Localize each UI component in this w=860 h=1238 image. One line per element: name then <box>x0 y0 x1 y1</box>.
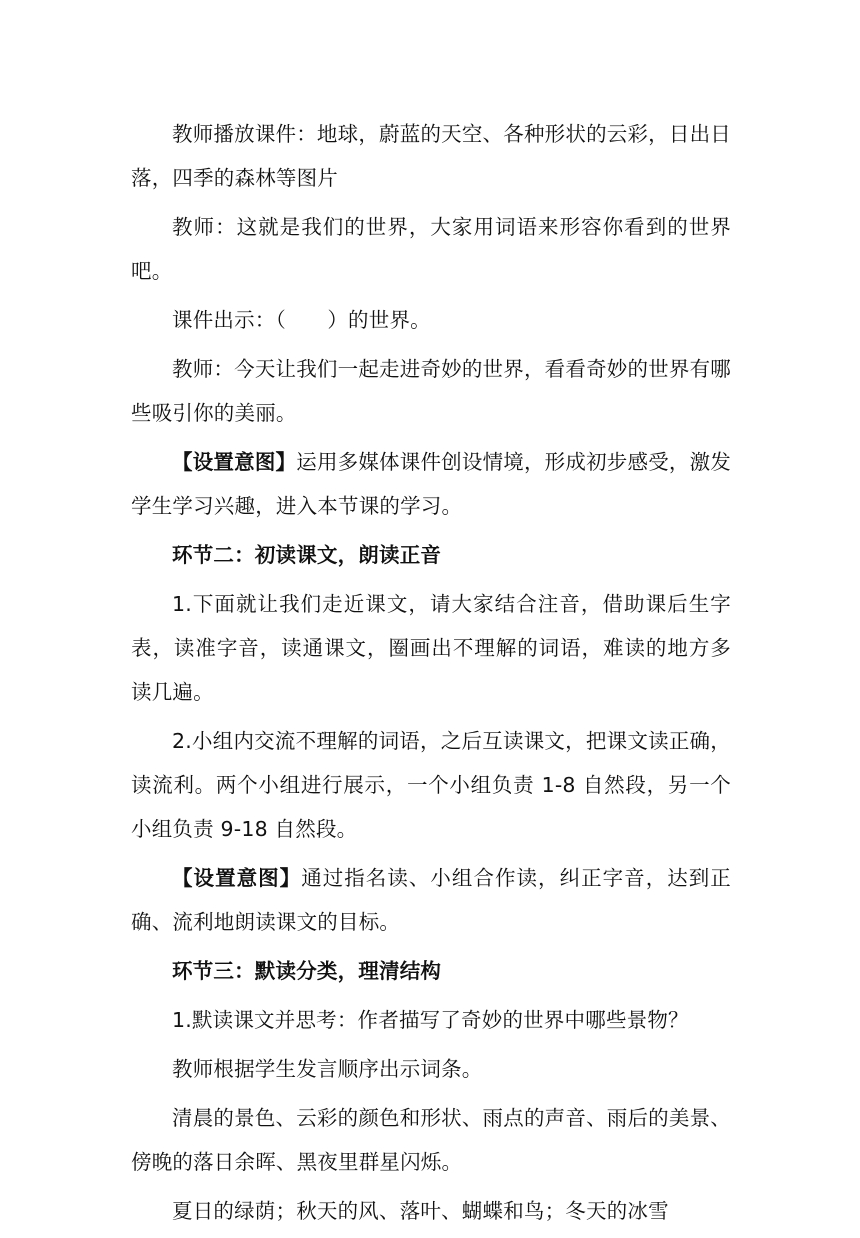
paragraph-step-three-item-1: 1.默读课文并思考：作者描写了奇妙的世界中哪些景物？ <box>172 1008 689 1032</box>
design-intent-label: 【设置意图】 <box>172 450 297 474</box>
section-heading-step-three: 环节三：默读分类，理清结构 <box>172 959 442 983</box>
paragraph-teacher-word-cards: 教师根据学生发言顺序出示词条。 <box>172 1057 483 1081</box>
paragraph-scenery-list-2: 夏日的绿荫；秋天的风、落叶、蝴蝶和鸟；冬天的冰雪 <box>172 1199 669 1223</box>
paragraph-design-intent-2 <box>131 856 731 944</box>
paragraph-step-two-item-1: 1.下面就让我们走近课文，请大家结合注音，借助课后生字表，读准字音，读通课文，圈画出不理解的词语，难读的地方多读几遍。 <box>131 592 731 704</box>
design-intent-label: 【设置意图】 <box>172 866 302 890</box>
paragraph-courseware-display: 课件出示：（ ）的世界。 <box>172 308 431 332</box>
document-body <box>131 112 731 1238</box>
paragraph-scenery-list-1: 清晨的景色、云彩的颜色和形状、雨点的声音、雨后的美景、傍晚的落日余晖、黑夜里群星闪烁。 <box>131 1106 731 1174</box>
paragraph-design-intent-1 <box>131 440 731 528</box>
section-heading-step-two: 环节二：初读课文，朗读正音 <box>172 543 442 567</box>
design-intent-text: 运用多媒体课件创设情境，形成初步感受，激发学生学习兴趣，进入本节课的学习。 <box>131 450 732 518</box>
paragraph-step-two-item-2: 2.小组内交流不理解的词语，之后互读课文，把课文读正确，读流利。两个小组进行展示，一个小组负责 1-8 自然段，另一个小组负责 9-18 自然段。 <box>131 729 731 841</box>
design-intent-text: 通过指名读、小组合作读，纠正字音，达到正确、流利地朗读课文的目标。 <box>131 866 732 934</box>
paragraph-teacher-wonderful-world: 教师：今天让我们一起走进奇妙的世界，看看奇妙的世界有哪些吸引你的美丽。 <box>131 357 731 425</box>
paragraph-teacher-world: 教师：这就是我们的世界，大家用词语来形容你看到的世界吧。 <box>131 215 731 283</box>
paragraph-courseware-intro: 教师播放课件：地球，蔚蓝的天空、各种形状的云彩，日出日落，四季的森林等图片 <box>131 122 731 190</box>
